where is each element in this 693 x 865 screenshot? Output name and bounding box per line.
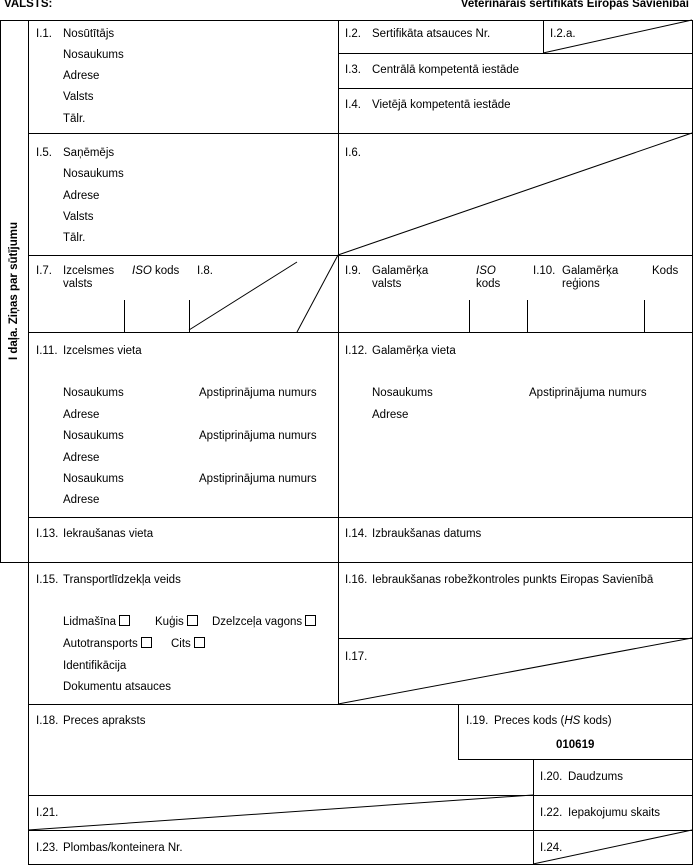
box-number-i4: I.4. <box>345 99 361 111</box>
place-of-destination-title: Galamērķa vieta <box>372 345 456 357</box>
rail-label: Dzelzceļa vagons <box>212 616 303 628</box>
box-number-i7: I.7. <box>36 265 52 277</box>
commodity-code-post: kods) <box>580 715 612 727</box>
box-number-i17: I.17. <box>345 651 368 663</box>
packages-count-label: Iepakojumu skaits <box>568 807 661 819</box>
box-number-i10: I.10. <box>533 265 556 277</box>
box-number-i9: I.9. <box>345 265 361 277</box>
box-number-i22: I.22. <box>540 807 563 819</box>
box-number-i19: I.19. <box>466 715 489 727</box>
local-authority-label: Vietējā kompetentā iestāde <box>372 99 511 111</box>
commodity-code-value: 010619 <box>556 739 595 751</box>
loading-place-label: Iekraušanas vieta <box>63 528 154 540</box>
place-of-origin-title: Izcelsmes vieta <box>63 345 142 357</box>
destination-approval-label: Apstiprinājuma numurs <box>529 387 647 399</box>
goods-description-label: Preces apraksts <box>63 715 146 727</box>
entry-bip-label: Iebraukšanas robežkontroles punkts Eiropas Savienībā <box>372 574 654 586</box>
transport-option-rail <box>212 615 316 629</box>
origin-approval-label: Apstiprinājuma numurs <box>199 430 317 442</box>
central-authority-label: Centrālā kompetentā iestāde <box>372 64 520 76</box>
quantity-label: Daudzums <box>568 771 623 783</box>
origin-country-title-line1: Izcelsmes <box>63 265 115 277</box>
box-number-i2: I.2. <box>345 28 361 40</box>
other-checkbox[interactable] <box>194 637 205 648</box>
origin-address-label: Adrese <box>63 494 100 506</box>
box-number-i3: I.3. <box>345 64 361 76</box>
consignee-country-label: Valsts <box>63 211 94 223</box>
destination-name-label: Nosaukums <box>372 387 433 399</box>
part-one-side-label: I daļa. Ziņas par sūtījumu <box>8 221 20 361</box>
destination-iso-abbr: ISO <box>476 265 496 277</box>
destination-country-title-line1: Galamērķa <box>372 265 429 277</box>
origin-iso-abbr: ISO <box>132 265 152 277</box>
transport-option-plane <box>63 615 130 629</box>
box-number-i18: I.18. <box>36 715 59 727</box>
plane-checkbox[interactable] <box>119 615 130 626</box>
country-label: VALSTS: <box>4 0 53 10</box>
consignee-title: Saņēmējs <box>63 147 115 159</box>
box-number-i20: I.20. <box>540 771 563 783</box>
transport-means-title: Transportlīdzekļa veids <box>63 574 181 586</box>
box-number-i14: I.14. <box>345 528 368 540</box>
origin-iso-rest: kods <box>151 265 180 277</box>
consignor-title: Nosūtītājs <box>63 28 115 40</box>
departure-date-label: Izbraukšanas datums <box>372 528 482 540</box>
destination-iso-code-word: kods <box>476 278 501 290</box>
destination-region-code-label: Kods <box>652 265 679 277</box>
certificate-reference-label: Sertifikāta atsauces Nr. <box>372 28 491 40</box>
commodity-code-label <box>494 714 612 728</box>
box-number-i12: I.12. <box>345 345 368 357</box>
origin-address-label: Adrese <box>63 452 100 464</box>
origin-country-title-line2: valsts <box>63 278 93 290</box>
consignee-tel-label: Tālr. <box>63 232 86 244</box>
box-number-i11: I.11. <box>36 345 58 357</box>
road-label: Autotransports <box>63 638 138 650</box>
ship-checkbox[interactable] <box>187 615 198 626</box>
commodity-code-pre: Preces kods ( <box>494 715 565 727</box>
consignor-address-label: Adrese <box>63 70 100 82</box>
destination-region-title-line1: Galamērķa <box>562 265 619 277</box>
consignor-country-label: Valsts <box>63 91 94 103</box>
origin-name-label: Nosaukums <box>63 387 124 399</box>
box-number-i23: I.23. <box>36 842 59 854</box>
box-number-i16: I.16. <box>345 574 368 586</box>
box-number-i13: I.13. <box>36 528 59 540</box>
origin-approval-label: Apstiprinājuma numurs <box>199 387 317 399</box>
document-references-label: Dokumentu atsauces <box>63 681 172 693</box>
box-number-i15: I.15. <box>36 574 59 586</box>
box-number-i24: I.24. <box>540 842 563 854</box>
origin-address-label: Adrese <box>63 409 100 421</box>
seal-container-label: Plombas/konteinera Nr. <box>63 842 183 854</box>
consignee-address-label: Adrese <box>63 190 100 202</box>
destination-country-title-line2: valsts <box>372 278 402 290</box>
consignee-name-label: Nosaukums <box>63 168 124 180</box>
identification-label: Identifikācija <box>63 660 127 672</box>
box-number-i2a: I.2.a. <box>550 28 576 40</box>
rail-checkbox[interactable] <box>305 615 316 626</box>
destination-region-title-line2: reģions <box>562 278 600 290</box>
transport-option-other <box>171 637 205 651</box>
other-label: Cits <box>171 638 191 650</box>
road-checkbox[interactable] <box>141 637 152 648</box>
box-number-i6: I.6. <box>345 147 361 159</box>
consignor-tel-label: Tālr. <box>63 113 86 125</box>
consignor-name-label: Nosaukums <box>63 49 124 61</box>
transport-option-ship <box>155 615 198 629</box>
transport-option-road <box>63 637 152 651</box>
box-number-i21: I.21. <box>36 807 59 819</box>
destination-address-label: Adrese <box>372 409 409 421</box>
origin-name-label: Nosaukums <box>63 430 124 442</box>
origin-name-label: Nosaukums <box>63 473 124 485</box>
ship-label: Kuģis <box>155 616 184 628</box>
box-number-i5: I.5. <box>36 147 52 159</box>
certificate-title: Veterinārais sertifikāts Eiropas Savienībai <box>460 0 689 10</box>
box-number-i1: I.1. <box>36 28 52 40</box>
box-number-i8: I.8. <box>197 265 213 277</box>
origin-approval-label: Apstiprinājuma numurs <box>199 473 317 485</box>
plane-label: Lidmašīna <box>63 616 117 628</box>
commodity-code-hs: HS <box>564 715 581 727</box>
origin-iso-code-label <box>132 264 179 278</box>
